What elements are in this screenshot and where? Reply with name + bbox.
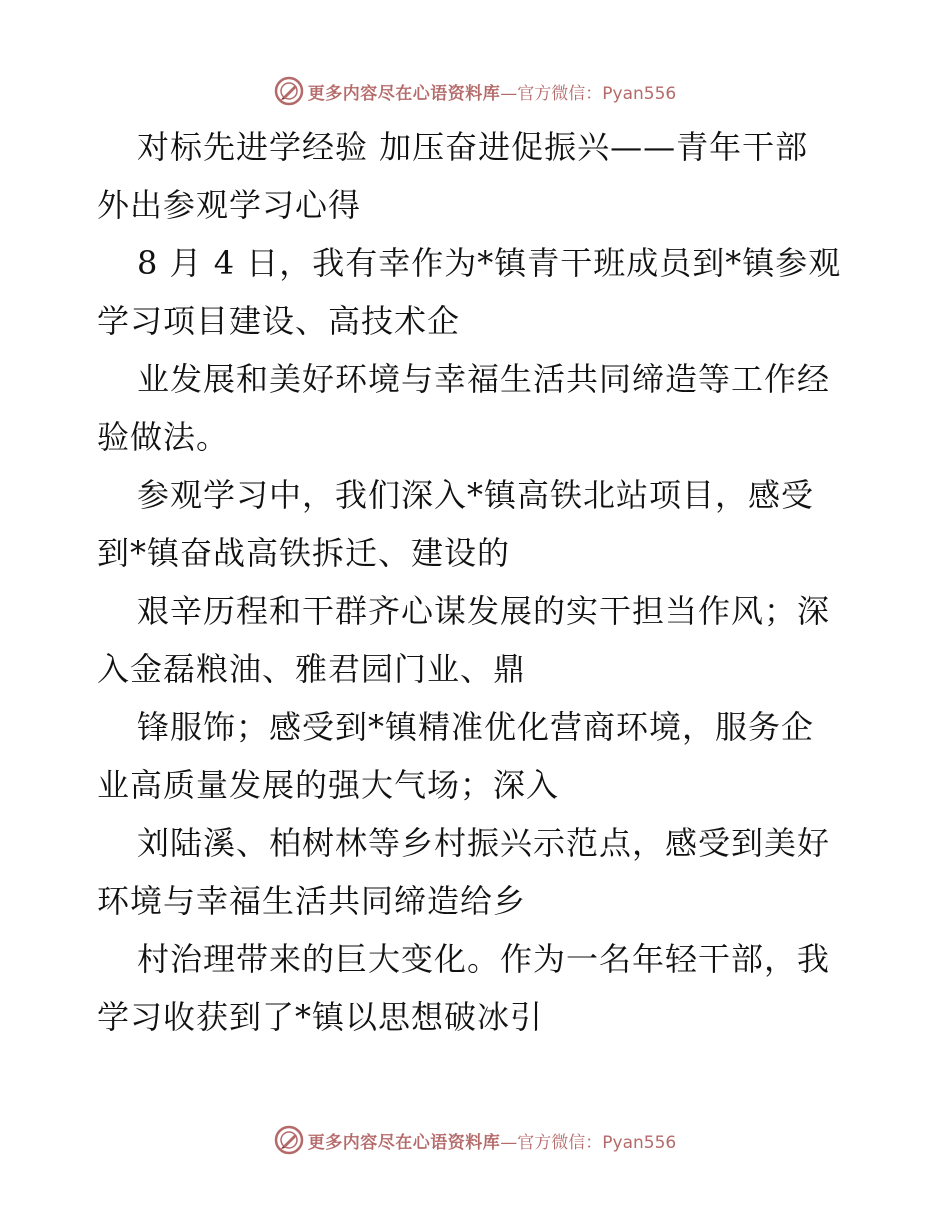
paragraph-line: 村治理带来的巨大变化。作为一名年轻干部，我 — [137, 940, 831, 978]
paragraph-line: 环境与幸福生活共同缔造给乡 — [97, 882, 527, 920]
paragraph-line: 验做法。 — [97, 418, 230, 456]
paragraph-line: 参观学习中，我们深入*镇高铁北站项目，感受 — [137, 476, 815, 514]
paragraph-line: 锋服饰；感受到*镇精准优化营商环境，服务企 — [137, 708, 815, 746]
watermark-site-name: 更多内容尽在心语资料库 — [307, 1132, 501, 1153]
paragraph-line: 学习收获到了*镇以思想破冰引 — [97, 998, 544, 1036]
paragraph-line: 艰辛历程和干群齐心谋发展的实干担当作风；深 — [137, 592, 831, 630]
paragraph-line: 到*镇奋战高铁拆迁、建设的 — [97, 534, 511, 572]
watermark-wechat-id: —官方微信：Pyan556 — [500, 1132, 677, 1153]
document-title-line-2: 外出参观学习心得 — [97, 186, 362, 224]
paragraph-line: 入金磊粮油、雅君园门业、鼎 — [97, 650, 527, 688]
document-title-line-1: 对标先进学经验 加压奋进促振兴——青年干部 — [137, 128, 809, 166]
pen-logo-icon — [274, 76, 304, 106]
pen-logo-icon — [274, 1125, 304, 1155]
watermark-site-name: 更多内容尽在心语资料库 — [307, 83, 501, 104]
paragraph-line: 8 月 4 日，我有幸作为*镇青干班成员到*镇参观 — [137, 244, 842, 282]
paragraph-line: 业发展和美好环境与幸福生活共同缔造等工作经 — [137, 360, 831, 398]
header-watermark-banner — [0, 71, 950, 111]
footer-watermark-banner — [0, 1120, 950, 1160]
watermark-wechat-id: —官方微信：Pyan556 — [500, 83, 677, 104]
paragraph-line: 刘陆溪、柏树林等乡村振兴示范点，感受到美好 — [137, 824, 831, 862]
paragraph-line: 学习项目建设、高技术企 — [97, 302, 461, 340]
paragraph-line: 业高质量发展的强大气场；深入 — [97, 766, 560, 804]
document-body — [97, 118, 857, 1046]
